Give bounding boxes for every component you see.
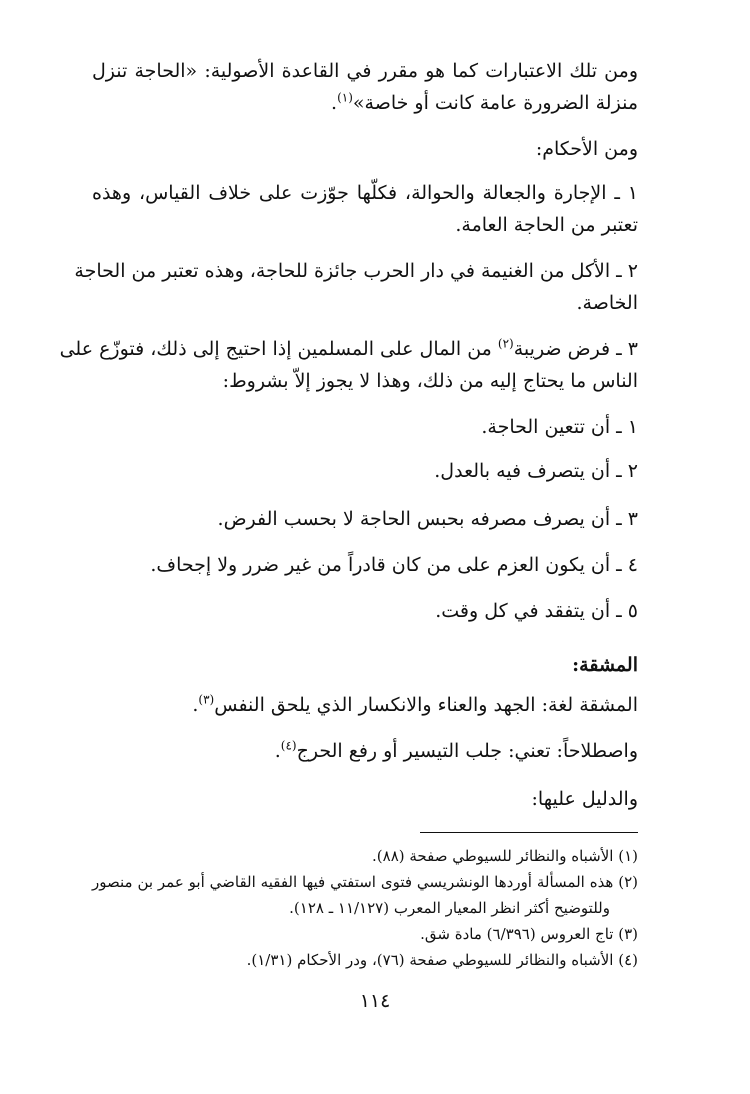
ruling-2-text-1: ٢ ـ الأكل من الغنيمة في دار الحرب جائزة للحاجة، وهذه تعتبر من الحاجة — [74, 260, 638, 282]
intro-text-2-end: . — [331, 92, 338, 114]
definition-technical-end: . — [274, 740, 281, 762]
ruling-3-text-2: الناس ما يحتاج إليه من ذلك، وهذا لا يجوز إلاّ بشروط: — [222, 370, 638, 392]
definition-linguistic-end: . — [192, 694, 199, 716]
evidence-text: والدليل عليها: — [531, 788, 638, 810]
condition-3 — [92, 504, 638, 534]
rulings-intro-text: ومن الأحكام: — [535, 138, 638, 160]
ruling-3-text-end: من المال على المسلمين إذا احتيج إلى ذلك، فتوزّع على — [59, 338, 498, 360]
ruling-2-line-1 — [74, 256, 638, 286]
ruling-1-line-2 — [92, 210, 638, 240]
condition-5-text: ٥ ـ أن يتفقد في كل وقت. — [435, 600, 638, 622]
footnote-2-line-1: (٢) هذه المسألة أوردها الونشريسي فتوى استفتي فيها الفقيه القاضي أبو عمر بن منصور — [92, 873, 638, 891]
page-number: ١١٤ — [359, 990, 391, 1012]
footnote-2-line-2: وللتوضيح أكثر انظر المعيار المعرب (١١/١٢٧ ـ ١٢٨). — [289, 899, 610, 917]
intro-text-2: منزلة الضرورة عامة كانت أو خاصة» — [352, 92, 638, 114]
ruling-1-line-1 — [92, 178, 638, 208]
condition-1-text: ١ ـ أن تتعين الحاجة. — [481, 416, 638, 438]
definition-linguistic — [92, 690, 638, 720]
definition-technical — [92, 736, 638, 766]
ruling-3-line-1 — [59, 334, 638, 364]
footnote-ref-1[interactable]: (١) — [337, 90, 353, 105]
definition-technical-text: واصطلاحاً: تعني: جلب التيسير أو رفع الحرج — [296, 740, 638, 762]
condition-2 — [92, 456, 638, 486]
footnote-ref-2[interactable]: (٢) — [497, 336, 514, 351]
ruling-1-text-1: ١ ـ الإجارة والجعالة والحوالة، فكلّها جوّزت على خلاف القياس، وهذه — [92, 182, 638, 204]
definition-linguistic-text: المشقة لغة: الجهد والعناء والانكسار الذي يلحق النفس — [214, 694, 638, 716]
ruling-3-line-2 — [92, 366, 638, 396]
intro-text-1: ومن تلك الاعتبارات كما هو مقرر في القاعدة الأصولية: «الحاجة تنزل — [92, 60, 638, 82]
ruling-2-line-2 — [92, 288, 638, 318]
intro-line-1 — [92, 56, 638, 86]
footnote-3: (٣) تاج العروس (٦/٣٩٦) مادة شق. — [420, 925, 638, 943]
ruling-2-text-2: الخاصة. — [576, 292, 638, 314]
section-heading: المشقة: — [572, 654, 638, 676]
condition-5 — [92, 596, 638, 626]
evidence-line — [92, 784, 638, 814]
condition-4-text: ٤ ـ أن يكون العزم على من كان قادراً من غير ضرر ولا إجحاف. — [150, 554, 638, 576]
rulings-intro — [92, 134, 638, 164]
condition-3-text: ٣ ـ أن يصرف مصرفه بحبس الحاجة لا بحسب الفرض. — [217, 508, 638, 530]
intro-line-2 — [92, 88, 638, 118]
condition-4 — [92, 550, 638, 580]
ruling-1-text-2: تعتبر من الحاجة العامة. — [455, 214, 638, 236]
footnote-ref-3[interactable]: (٣) — [198, 692, 215, 707]
condition-1 — [92, 412, 638, 442]
condition-2-text: ٢ ـ أن يتصرف فيه بالعدل. — [434, 460, 638, 482]
footnote-ref-4[interactable]: (٤) — [280, 738, 297, 753]
footnote-4: (٤) الأشباه والنظائر للسيوطي صفحة (٧٦)، ودر الأحكام (١/٣١). — [246, 951, 638, 969]
ruling-3-text-start: ٣ ـ فرض ضريبة — [513, 338, 638, 360]
footnote-separator — [420, 832, 638, 833]
footnote-1: (١) الأشباه والنظائر للسيوطي صفحة (٨٨). — [372, 847, 638, 865]
